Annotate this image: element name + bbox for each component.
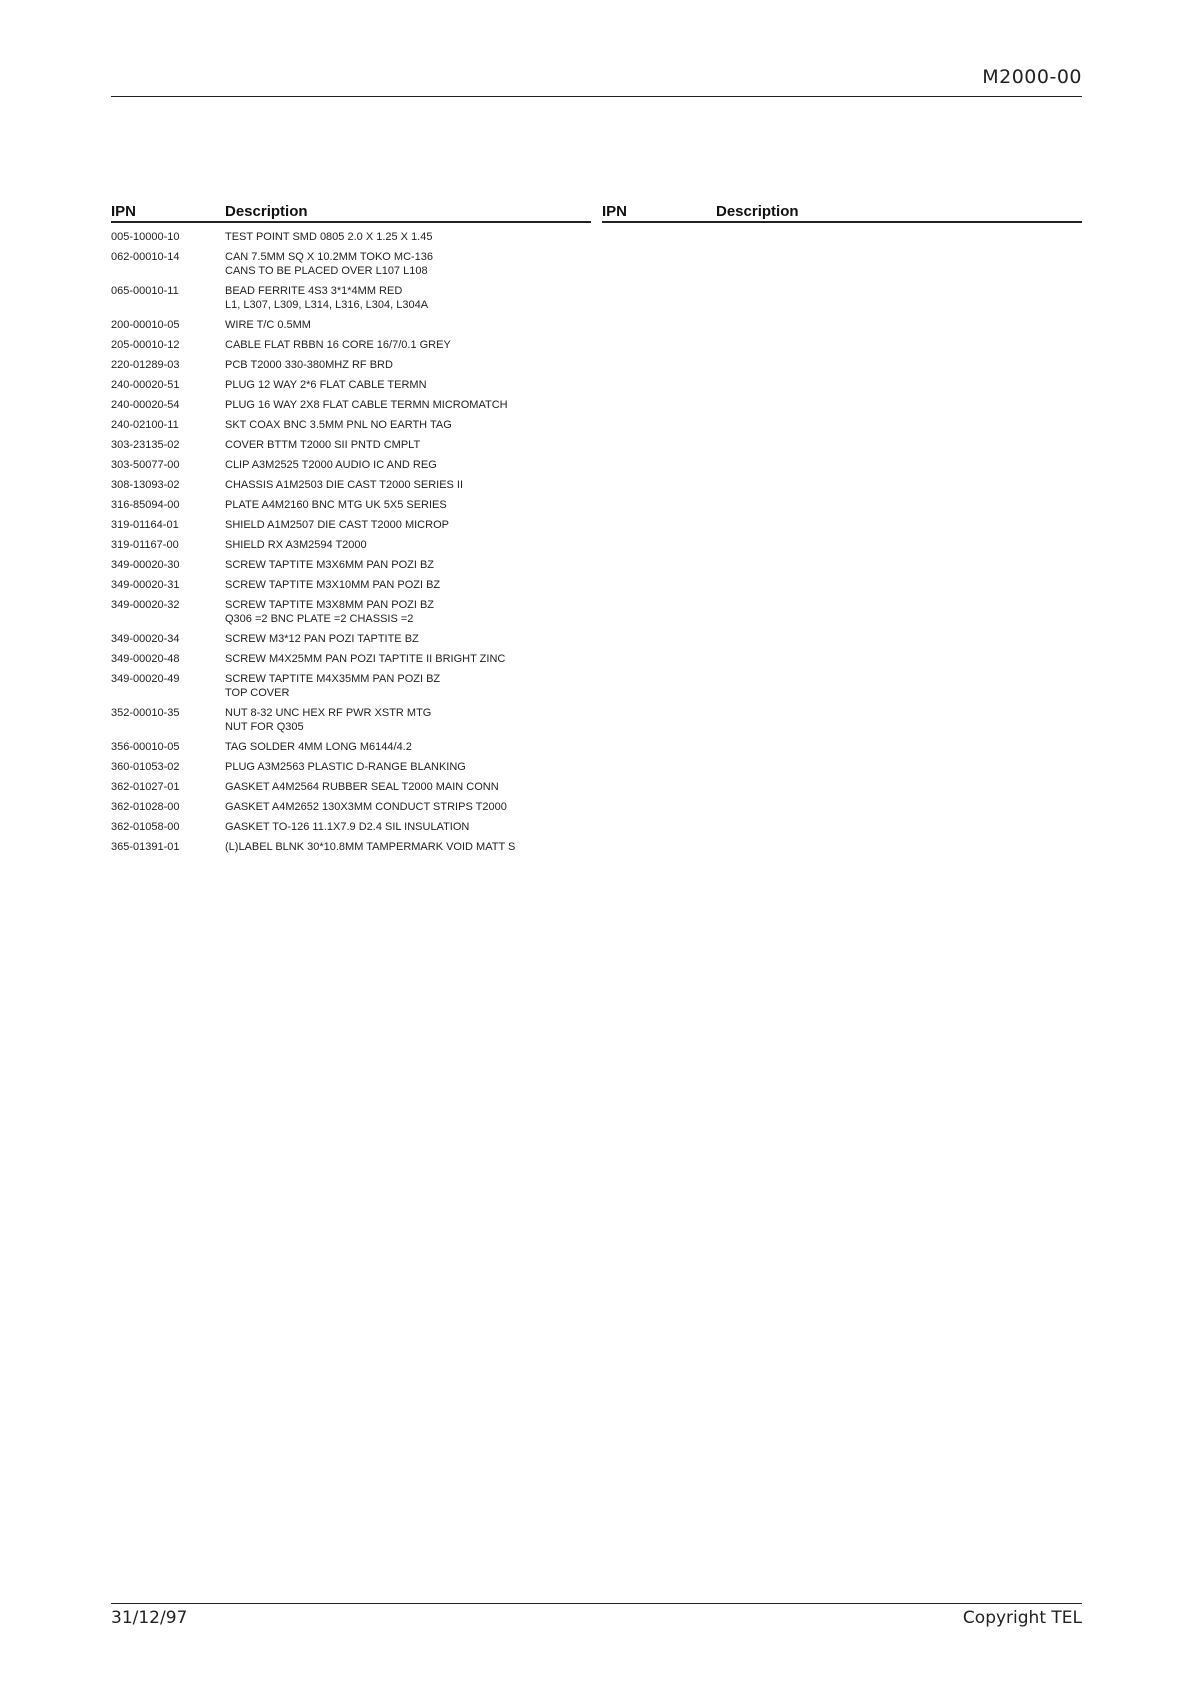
table-row [111,538,591,552]
part-note: CANS TO BE PLACED OVER L107 L108 [225,265,428,277]
part-description: (L)LABEL BLNK 30*10.8MM TAMPERMARK VOID MATT S [225,841,516,853]
part-ipn: 240-00020-54 [111,399,180,411]
table-row [111,780,591,794]
part-description: PLUG 12 WAY 2*6 FLAT CABLE TERMN [225,379,427,391]
part-description-cell [225,558,591,572]
part-description-cell [225,478,591,492]
part-description: SCREW TAPTITE M3X6MM PAN POZI BZ [225,559,435,571]
part-ipn: 062-00010-14 [111,251,180,263]
part-description: PLATE A4M2160 BNC MTG UK 5X5 SERIES [225,499,447,511]
table-row [111,358,591,372]
part-description-cell [225,672,591,700]
part-description: SCREW TAPTITE M4X35MM PAN POZI BZ [225,673,441,685]
top-rule [111,96,1082,97]
part-description: COVER BTTM T2000 SII PNTD CMPLT [225,439,421,451]
table-row [111,740,591,754]
part-description-cell [225,578,591,592]
part-ipn: 349-00020-34 [111,633,180,645]
part-ipn: 352-00010-35 [111,707,180,719]
part-description: SCREW TAPTITE M3X8MM PAN POZI BZ [225,599,435,611]
part-description-cell [225,760,591,774]
part-description-cell [225,780,591,794]
table-row [111,498,591,512]
part-ipn: 308-13093-02 [111,479,180,491]
part-description-cell [225,458,591,472]
table-row [111,820,591,834]
table-row [111,458,591,472]
part-description: SCREW TAPTITE M3X10MM PAN POZI BZ [225,579,441,591]
part-ipn: 316-85094-00 [111,499,180,511]
part-description-cell [225,800,591,814]
part-ipn: 362-01027-01 [111,781,180,793]
part-description-cell [225,518,591,532]
table-row [111,250,591,278]
table-row [111,672,591,700]
table-row [111,338,591,352]
part-ipn: 365-01391-01 [111,841,180,853]
part-description-cell [225,498,591,512]
part-description-cell [225,338,591,352]
part-description-cell [225,706,591,734]
part-description: WIRE T/C 0.5MM [225,319,311,331]
part-description-cell [225,418,591,432]
col-header-ipn-left: IPN [111,203,137,220]
part-description: SHIELD A1M2507 DIE CAST T2000 MICROP [225,519,449,531]
part-note: Q306 =2 BNC PLATE =2 CHASSIS =2 [225,613,414,625]
part-ipn: 349-00020-48 [111,653,180,665]
part-description-cell [225,358,591,372]
part-description: GASKET A4M2652 130X3MM CONDUCT STRIPS T2000 [225,801,507,813]
table-row [111,230,591,244]
part-description-cell [225,398,591,412]
table-row [111,578,591,592]
bottom-rule [111,1603,1082,1604]
table-row [111,438,591,452]
col-header-description-left: Description [225,203,308,220]
part-ipn: 240-00020-51 [111,379,180,391]
table-row [111,558,591,572]
part-description: SCREW M4X25MM PAN POZI TAPTITE II BRIGHT ZINC [225,653,506,665]
table-row [111,598,591,626]
part-ipn: 065-00010-11 [111,285,179,297]
table-row [111,398,591,412]
table-row [111,760,591,774]
table-row [111,378,591,392]
part-description-cell [225,652,591,666]
header-underline-left [111,221,591,223]
part-description-cell [225,250,591,278]
part-ipn: 356-00010-05 [111,741,180,753]
table-row [111,318,591,332]
part-note: L1, L307, L309, L314, L316, L304, L304A [225,299,429,311]
parts-list [111,230,591,860]
table-row [111,652,591,666]
part-description-cell [225,538,591,552]
table-row [111,632,591,646]
part-ipn: 220-01289-03 [111,359,180,371]
part-ipn: 362-01058-00 [111,821,180,833]
part-description-cell [225,438,591,452]
table-row [111,518,591,532]
part-description: TAG SOLDER 4MM LONG M6144/4.2 [225,741,412,753]
part-description: SCREW M3*12 PAN POZI TAPTITE BZ [225,633,419,645]
part-ipn: 319-01164-01 [111,519,179,531]
footer-date: 31/12/97 [111,1608,188,1628]
part-description-cell [225,820,591,834]
part-description-cell [225,378,591,392]
part-description-cell [225,230,591,244]
table-row [111,840,591,854]
part-ipn: 205-00010-12 [111,339,180,351]
table-row [111,478,591,492]
part-description: SKT COAX BNC 3.5MM PNL NO EARTH TAG [225,419,452,431]
part-ipn: 349-00020-30 [111,559,180,571]
part-description-cell [225,840,591,854]
col-header-description-right: Description [716,203,799,220]
part-note: TOP COVER [225,687,290,699]
col-header-ipn-right: IPN [602,203,628,220]
part-description-cell [225,284,591,312]
part-description: CABLE FLAT RBBN 16 CORE 16/7/0.1 GREY [225,339,451,351]
part-ipn: 005-10000-10 [111,231,180,243]
part-description: GASKET A4M2564 RUBBER SEAL T2000 MAIN CONN [225,781,499,793]
part-description: PLUG A3M2563 PLASTIC D-RANGE BLANKING [225,761,466,773]
part-ipn: 303-23135-02 [111,439,180,451]
part-description: NUT 8-32 UNC HEX RF PWR XSTR MTG [225,707,432,719]
part-ipn: 349-00020-31 [111,579,180,591]
part-description: GASKET TO-126 11.1X7.9 D2.4 SIL INSULATION [225,821,470,833]
table-row [111,706,591,734]
part-ipn: 360-01053-02 [111,761,180,773]
part-ipn: 319-01167-00 [111,539,179,551]
part-ipn: 349-00020-32 [111,599,180,611]
part-ipn: 303-50077-00 [111,459,180,471]
part-description: CHASSIS A1M2503 DIE CAST T2000 SERIES II [225,479,464,491]
table-row [111,418,591,432]
part-description-cell [225,632,591,646]
part-ipn: 362-01028-00 [111,801,180,813]
part-description: BEAD FERRITE 4S3 3*1*4MM RED [225,285,403,297]
part-description: TEST POINT SMD 0805 2.0 X 1.25 X 1.45 [225,231,433,243]
part-ipn: 200-00010-05 [111,319,180,331]
table-row [111,800,591,814]
document-code: M2000-00 [982,66,1082,88]
part-description: PLUG 16 WAY 2X8 FLAT CABLE TERMN MICROMATCH [225,399,508,411]
part-description: CAN 7.5MM SQ X 10.2MM TOKO MC-136 [225,251,434,263]
part-note: NUT FOR Q305 [225,721,304,733]
part-ipn: 240-02100-11 [111,419,179,431]
part-description: SHIELD RX A3M2594 T2000 [225,539,367,551]
part-description: PCB T2000 330-380MHZ RF BRD [225,359,393,371]
part-description-cell [225,740,591,754]
part-description-cell [225,318,591,332]
part-description: CLIP A3M2525 T2000 AUDIO IC AND REG [225,459,437,471]
footer-copyright: Copyright TEL [962,1608,1082,1628]
table-row [111,284,591,312]
header-underline-right [602,221,1082,223]
part-description-cell [225,598,591,626]
part-ipn: 349-00020-49 [111,673,180,685]
